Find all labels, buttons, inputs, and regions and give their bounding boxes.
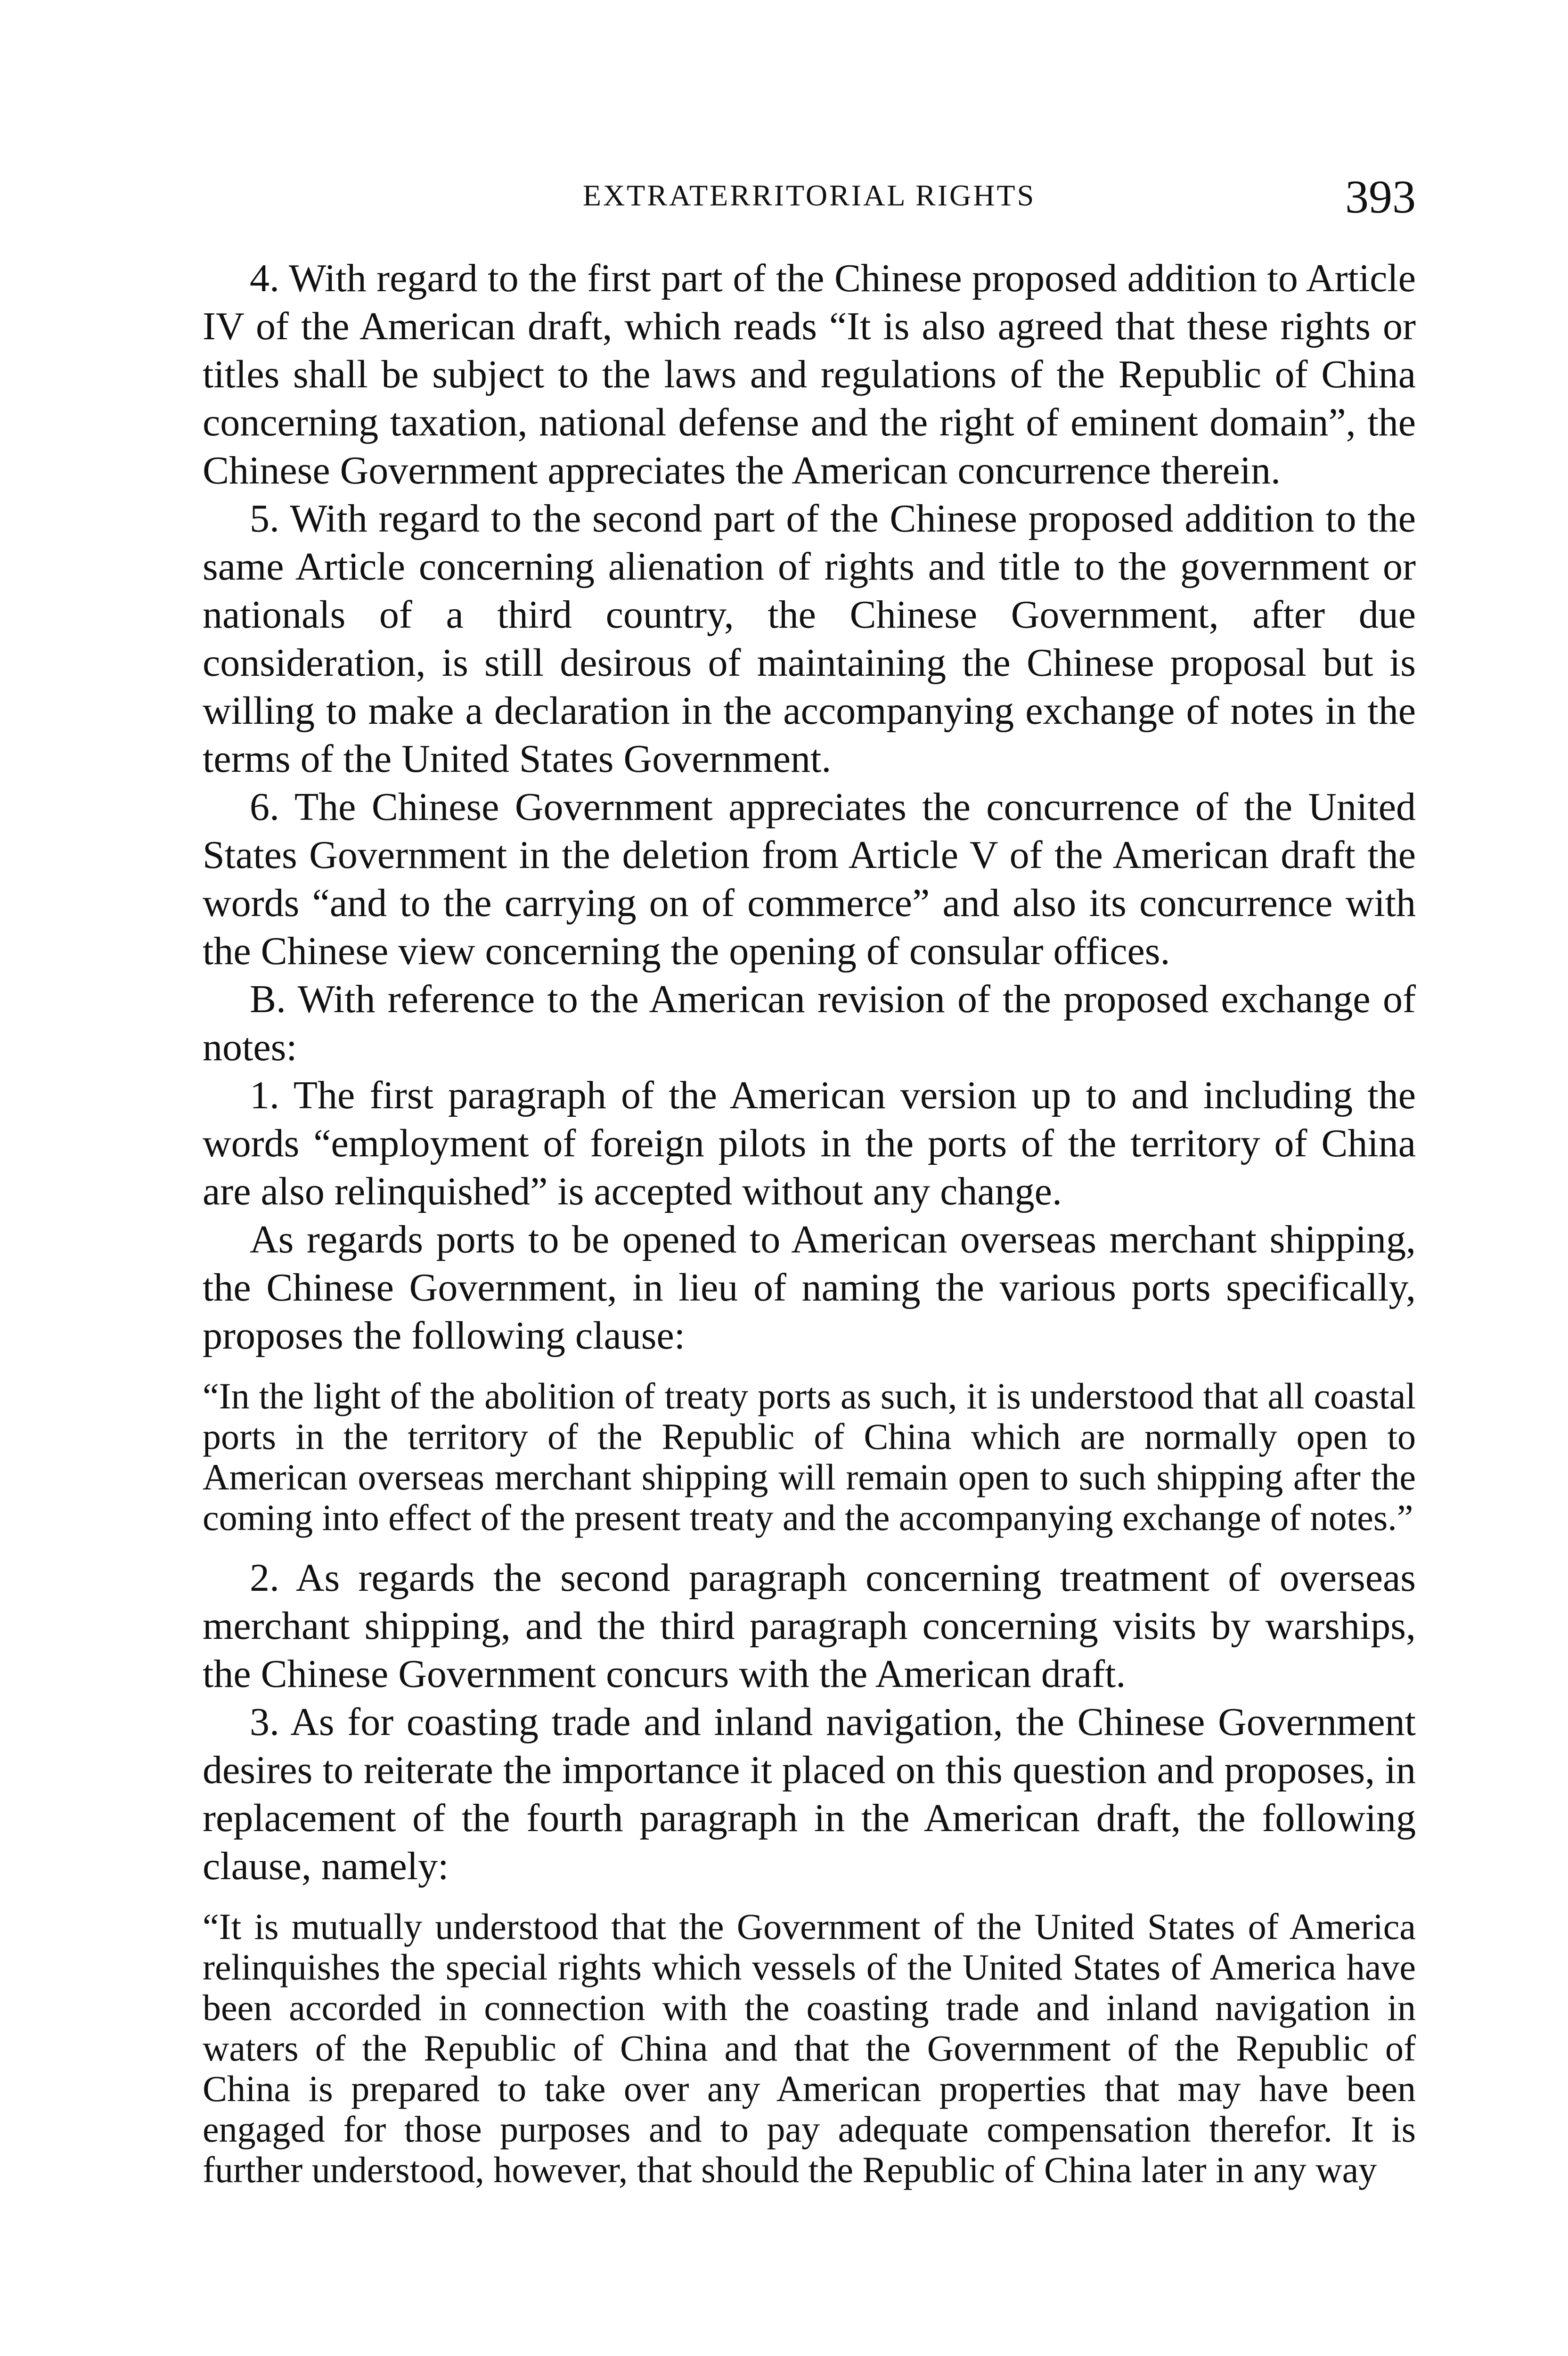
running-head: EXTRATERRITORIAL RIGHTS [582, 179, 1036, 212]
paragraph-a4: 4. With regard to the first part of the Chinese proposed addition to Article IV of the American draft, which reads “It is also agreed that these rights or titles shall be subject to the laws and regulations of the Republic of China concerning taxation, national defense and the right of eminent domain”, the Chinese Government appreciates the American concurrence therein. [203, 256, 1416, 492]
paragraph-a6: 6. The Chinese Government appreciates the concurrence of the United States Government in the deletion from Article V of the American draft the words “and to the carrying on of commerce” and also its concurrence with the Chinese view concerning the opening of consular offices. [203, 785, 1416, 973]
paragraph-b3: 3. As for coasting trade and inland navigation, the Chinese Government desires to reiterate the importance it placed on this question and proposes, in replacement of the fourth paragraph in the American draft, the following clause, namely: [203, 1700, 1416, 1888]
quoted-clause-ports: “In the light of the abolition of treaty ports as such, it is understood that all coastal ports in the territory of the Republic of China which are normally open to American overseas merchant shipping will remain open to such shipping after the coming into effect of the present treaty and the accompanying exchange of notes.” [203, 1375, 1416, 1538]
paragraph-b2: 2. As regards the second paragraph concerning treatment of overseas merchant shipping, and the third paragraph concerning visits by warships, the Chinese Government concurs with the American draft. [203, 1556, 1416, 1696]
paragraph-b: B. With reference to the American revision of the proposed exchange of notes: [203, 977, 1416, 1069]
quoted-clause-coasting: “It is mutually understood that the Government of the United States of America relinquishes the special rights which vessels of the United States of America have been accorded in connection with the coasting trade and inland navigation in waters of the Republic of China and that the Government of the Republic of China is prepared to take over any American properties that may have been engaged for those purposes and to pay adequate compensation therefor. It is further understood, however, that should the Republic of China later in any way [203, 1906, 1416, 2190]
paragraph-ports: As regards ports to be opened to American overseas merchant shipping, the Chinese Government, in lieu of naming the various ports specifically, proposes the following clause: [203, 1218, 1416, 1358]
page-number: 393 [1345, 171, 1416, 223]
paragraph-b1: 1. The first paragraph of the American version up to and including the words “employment of foreign pilots in the ports of the territory of China are also relinquished” is accepted without any change. [203, 1073, 1416, 1213]
page-header [203, 170, 1416, 231]
body-text [203, 254, 1416, 2206]
paragraph-a5: 5. With regard to the second part of the Chinese proposed addition to the same Article concerning alienation of rights and title to the government or nationals of a third country, the Chinese Government, after due consideration, is still desirous of maintaining the Chinese proposal but is willing to make a declaration in the accompanying exchange of notes in the terms of the United States Government. [203, 497, 1416, 781]
